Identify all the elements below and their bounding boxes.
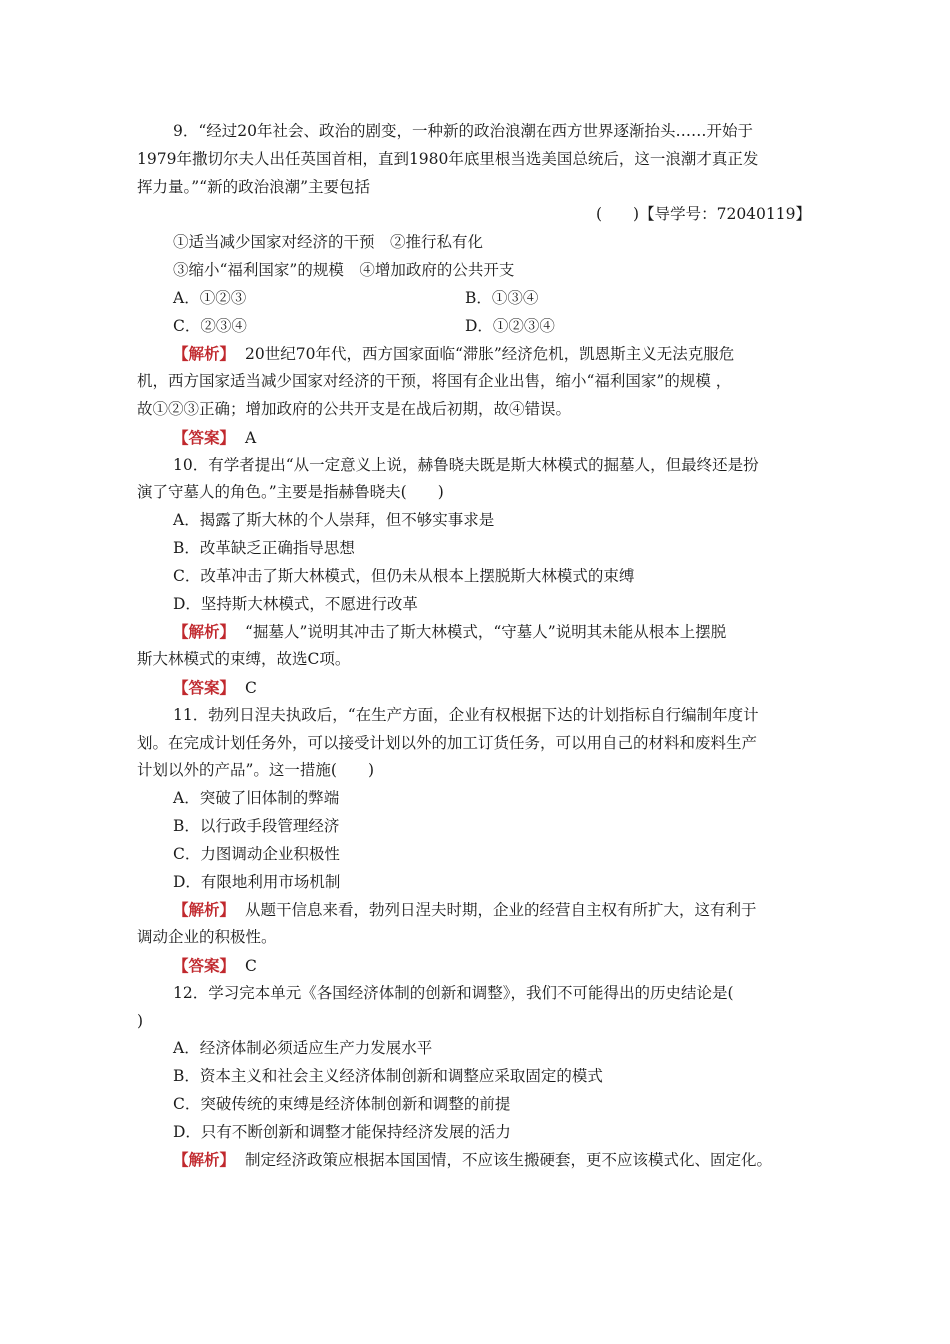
q12-option-b: B．资本主义和社会主义经济体制创新和调整应采取固定的模式 bbox=[173, 1067, 603, 1086]
q9-analysis-tag: 【解析】 bbox=[173, 344, 236, 364]
q9-option-d: D．①②③④ bbox=[465, 316, 555, 335]
document-page bbox=[137, 118, 817, 1174]
q12-option-d: D．只有不断创新和调整才能保持经济发展的活力 bbox=[173, 1122, 511, 1141]
q11-stem-line-1: 11．勃列日涅夫执政后，“在生产方面，企业有权根据下达的计划指标自行编制年度计 bbox=[173, 705, 759, 724]
q11-analysis-line-2: 调动企业的积极性。 bbox=[137, 928, 277, 947]
question-11 bbox=[137, 702, 817, 980]
q9-analysis-line-3: 故①②③正确；增加政府的公共开支是在战后初期，故④错误。 bbox=[137, 399, 572, 418]
q9-stem-line-1: 9．“经过20年社会、政治的剧变，一种新的政治浪潮在西方世界逐渐抬头……开始于 bbox=[173, 122, 754, 140]
q9-stem-line-2: 1979年撒切尔夫人出任英国首相，直到1980年底里根当选美国总统后，这一浪潮才真正发 bbox=[137, 149, 759, 168]
question-12 bbox=[137, 980, 817, 1175]
q10-analysis-text-1: “掘墓人”说明其冲击了斯大林模式，“守墓人”说明其未能从根本上摆脱 bbox=[245, 623, 727, 642]
q12-option-a: A．经济体制必须适应生产力发展水平 bbox=[173, 1039, 433, 1058]
q12-analysis-line-1 bbox=[137, 1146, 817, 1174]
q9-option-c: C．②③④ bbox=[173, 316, 247, 335]
q10-stem-line-2: 演了守墓人的角色。”主要是指赫鲁晓夫( ) bbox=[137, 483, 444, 502]
q9-items-line-1: ①适当减少国家对经济的干预 ②推行私有化 bbox=[173, 233, 484, 252]
q11-stem-line-3: 计划以外的产品”。这一措施( ) bbox=[137, 761, 375, 780]
q9-answer-line bbox=[137, 424, 817, 452]
q10-answer-tag: 【答案】 bbox=[173, 677, 236, 697]
q9-options-row-1 bbox=[137, 285, 817, 313]
question-10 bbox=[137, 452, 817, 702]
q11-analysis-line-1 bbox=[137, 896, 817, 924]
q9-option-b: B．①③④ bbox=[465, 288, 539, 307]
q9-analysis-line-2: 机，西方国家适当减少国家对经济的干预，将国有企业出售，缩小“福利国家”的规模 ， bbox=[137, 372, 732, 391]
q11-option-b: B．以行政手段管理经济 bbox=[173, 816, 340, 835]
q10-answer-line bbox=[137, 674, 817, 702]
question-9 bbox=[137, 118, 817, 452]
q9-items-line-2: ③缩小“福利国家”的规模 ④增加政府的公共开支 bbox=[173, 260, 515, 279]
q9-options-row-2 bbox=[137, 313, 817, 341]
q9-analysis-line-1 bbox=[137, 340, 817, 368]
q12-analysis-text-1: 制定经济政策应根据本国国情，不应该生搬硬套，更不应该模式化、固定化。 bbox=[245, 1151, 773, 1170]
q9-analysis-text-1: 20世纪70年代，西方国家面临“滞胀”经济危机，凯恩斯主义无法克服危 bbox=[245, 345, 735, 364]
q9-option-a: A．①②③ bbox=[173, 288, 247, 307]
q12-analysis-tag: 【解析】 bbox=[173, 1150, 236, 1170]
q10-answer-value: C bbox=[245, 678, 257, 697]
q11-option-c: C．力图调动企业积极性 bbox=[173, 844, 340, 863]
q11-stem-line-2: 划。在完成计划任务外，可以接受计划以外的加工订货任务，可以用自己的材料和废料生产 bbox=[137, 733, 758, 752]
q12-stem-line-1: 12．学习完本单元《各国经济体制的创新和调整》，我们不可能得出的历史结论是( bbox=[173, 983, 734, 1002]
q9-reference-number: ( )【导学号：72040119】 bbox=[596, 205, 811, 224]
q10-option-d: D．坚持斯大林模式，不愿进行改革 bbox=[173, 594, 418, 613]
q11-option-d: D．有限地利用市场机制 bbox=[173, 872, 341, 891]
q11-answer-value: C bbox=[245, 956, 257, 975]
q11-analysis-tag: 【解析】 bbox=[173, 900, 236, 920]
q10-option-b: B．改革缺乏正确指导思想 bbox=[173, 538, 355, 557]
q12-stem-line-2: ) bbox=[137, 1011, 144, 1030]
q12-option-c: C．突破传统的束缚是经济体制创新和调整的前提 bbox=[173, 1094, 511, 1113]
q10-analysis-line-1 bbox=[137, 618, 817, 646]
q10-analysis-tag: 【解析】 bbox=[173, 622, 236, 642]
q11-answer-line bbox=[137, 952, 817, 980]
q10-option-a: A．揭露了斯大林的个人崇拜，但不够实事求是 bbox=[173, 511, 495, 530]
q11-analysis-text-1: 从题干信息来看，勃列日涅夫时期，企业的经营自主权有所扩大，这有利于 bbox=[245, 901, 757, 920]
q9-stem-line-3: 挥力量。”“新的政治浪潮”主要包括 bbox=[137, 177, 371, 196]
q10-option-c: C．改革冲击了斯大林模式，但仍未从根本上摆脱斯大林模式的束缚 bbox=[173, 566, 635, 585]
q10-stem-line-1: 10．有学者提出“从一定意义上说，赫鲁晓夫既是斯大林模式的掘墓人，但最终还是扮 bbox=[173, 455, 759, 474]
q9-answer-tag: 【答案】 bbox=[173, 427, 236, 447]
q11-answer-tag: 【答案】 bbox=[173, 955, 236, 975]
q10-analysis-line-2: 斯大林模式的束缚，故选C项。 bbox=[137, 650, 351, 669]
q11-option-a: A．突破了旧体制的弊端 bbox=[173, 789, 340, 808]
q9-answer-value: A bbox=[245, 428, 257, 447]
